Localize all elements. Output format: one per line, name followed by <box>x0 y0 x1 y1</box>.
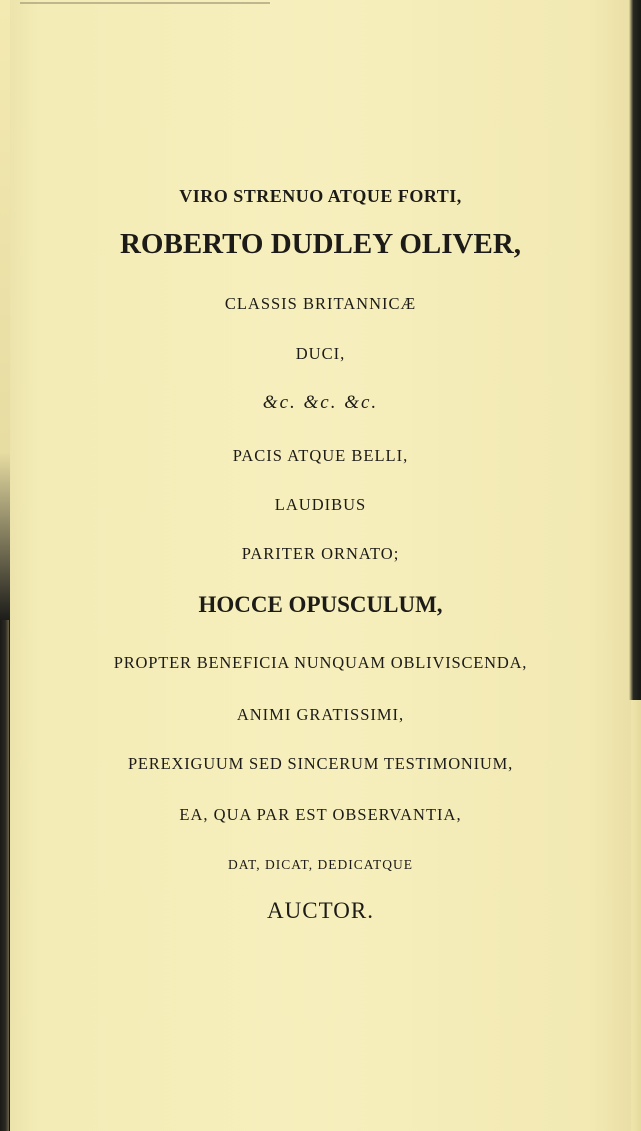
dedication-line-12: PEREXIGUUM SED SINCERUM TESTIMONIUM, <box>127 754 514 773</box>
dedication-line-9: HOCCE OPUSCULUM, <box>198 592 443 617</box>
dedication-line-5: &c. &c. &c. <box>262 392 379 413</box>
dedication-line-3: CLASSIS BRITANNICÆ <box>224 294 417 313</box>
dedication-line-1: VIRO STRENUO ATQUE FORTI, <box>179 186 462 206</box>
page-top-rule <box>20 2 270 4</box>
dedication-line-8: PARITER ORNATO; <box>241 544 400 563</box>
dedication-line-4: DUCI, <box>295 344 346 363</box>
dedication-line-7: LAUDIBUS <box>274 495 367 514</box>
dedication-line-14: DAT, DICAT, DEDICATQUE <box>228 857 413 872</box>
author-signature: AUCTOR. <box>267 898 374 923</box>
dedication-line-11: ANIMI GRATISSIMI, <box>236 705 405 724</box>
dedication-line-6: PACIS ATQUE BELLI, <box>232 446 409 465</box>
dedicatee-name: ROBERTO DUDLEY OLIVER, <box>119 228 522 260</box>
left-binding-shadow <box>0 620 9 1131</box>
dedication-line-13: EA, QUA PAR EST OBSERVANTIA, <box>179 805 462 824</box>
dedication-line-10: PROPTER BENEFICIA NUNQUAM OBLIVISCENDA, <box>113 653 528 672</box>
